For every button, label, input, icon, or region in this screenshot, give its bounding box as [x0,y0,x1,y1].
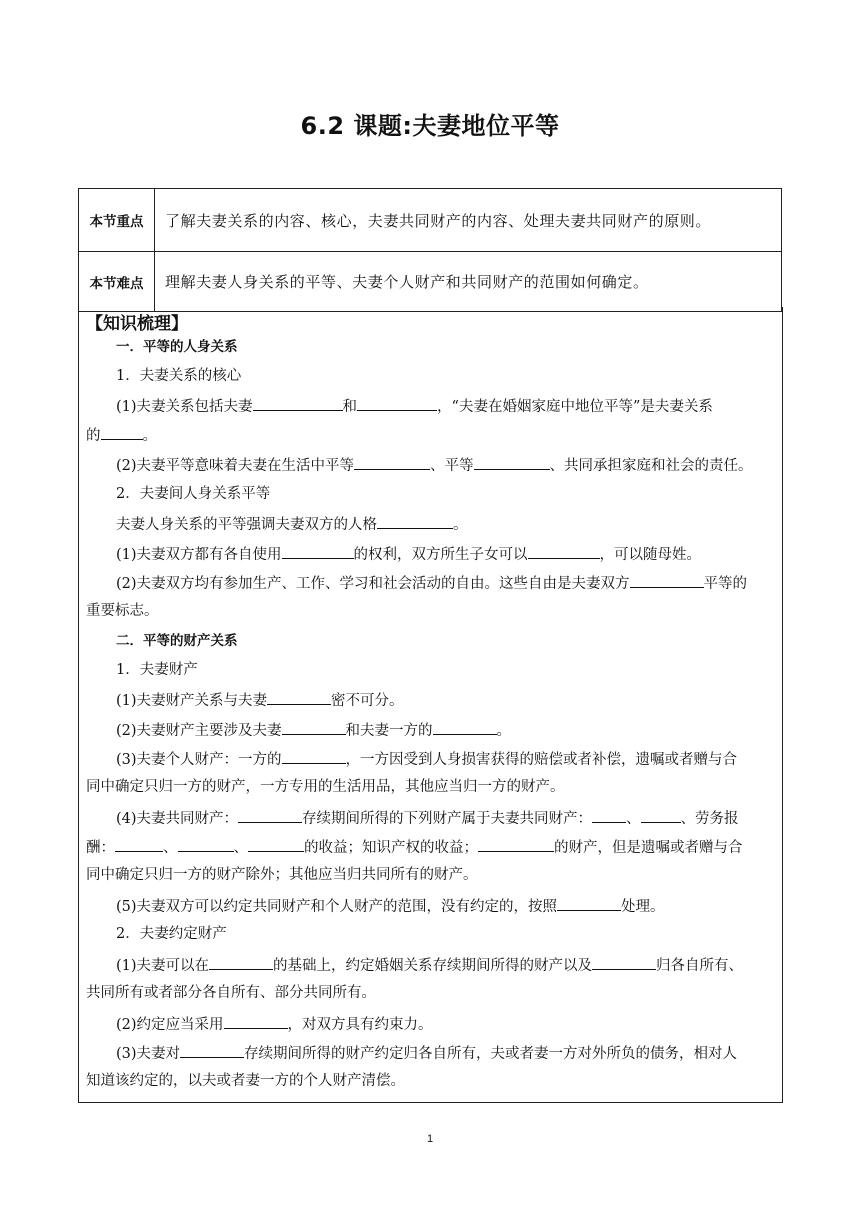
text: (5)夫妻双方可以约定共同财产和个人财产的范围，没有约定的，按照 [116,899,558,915]
blank [224,1013,288,1029]
page-number: 1 [426,1133,434,1145]
difficulty-text: 理解夫妻人身关系的平等、夫妻个人财产和共同财产的范围如何确定。 [155,252,782,312]
text: ，一方因受到人身损害获得的赔偿或者补偿，遗嘱或者赠与合 [345,752,738,768]
line-13-cont: 知道该约定的，以夫或者妻一方的个人财产清偿。 [86,1073,405,1089]
blank [354,454,430,470]
text: 酬： [86,840,115,856]
text: 。 [496,723,512,739]
text: 、共同承担家庭和社会的责任。 [549,458,753,474]
text: ，对双方具有约束力。 [287,1017,433,1033]
blank [178,836,234,852]
text: 的 [86,428,101,444]
text: (2)夫妻双方均有参加生产、工作、学习和社会活动的自由。这些自由是夫妻双方 [116,576,630,592]
difficulty-label: 本节难点 [79,252,155,312]
line-9-cont [86,836,776,858]
blank [282,543,354,559]
text: 、平等 [430,458,474,474]
text: (2)夫妻财产主要涉及夫妻 [116,723,282,739]
text: 、 [233,840,248,856]
text: (1)夫妻关系包括夫妻 [116,399,253,415]
blank [209,954,273,970]
text: 的收益；知识产权的收益； [304,840,478,856]
text: 、劳务报 [680,811,739,827]
text: (2)夫妻平等意味着夫妻在生活中平等 [116,458,355,474]
text: (3)夫妻对 [116,1046,181,1062]
blank [478,836,554,852]
blank [377,513,453,529]
focus-label: 本节重点 [79,189,155,252]
blank [115,836,163,852]
line-5 [116,572,776,594]
text: 的权利，双方所生子女可以 [353,547,528,563]
section-2-heading: 二．平等的财产关系 [116,633,238,649]
page-title: 6.2 课题:夫妻地位平等 [300,112,560,140]
text: 的财产，但是遗嘱或者赠与合 [554,840,743,856]
line-13 [116,1042,776,1064]
text: (1)夫妻财产关系与夫妻 [116,693,268,709]
line-8 [116,748,776,770]
line-9 [116,807,776,829]
text: 、 [626,811,641,827]
difficulty-row [79,252,782,312]
blank [267,689,331,705]
line-4 [116,543,776,565]
text: 平等的 [703,576,748,592]
line-12 [116,1013,776,1035]
knowledge-heading: 【知识梳理】 [86,314,188,334]
blank [282,719,346,735]
line-11 [116,954,776,976]
line-1 [116,395,776,417]
blank [357,395,437,411]
blank [248,836,304,852]
subsection-2-1: 1．夫妻财产 [116,662,198,678]
line-11-cont: 共同所有或者部分各自所有、部分共同所有。 [86,985,376,1001]
text: 处理。 [621,899,665,915]
text: 的基础上，约定婚姻关系存续期间所得的财产以及 [273,958,593,974]
line-10 [116,895,776,917]
summary-table [78,188,782,312]
text: 、 [163,840,178,856]
blank [474,454,550,470]
subsection-2-2: 2．夫妻约定财产 [116,926,227,942]
blank [433,719,497,735]
text: ，“夫妻在婚姻家庭中地位平等”是夫妻关系 [437,399,713,415]
text: 存续期间所得的财产约定归各自所有，夫或者妻一方对外所负的债务，相对人 [244,1046,738,1062]
blank [630,572,704,588]
text: (3)夫妻个人财产：一方的 [116,752,282,768]
text: (1)夫妻可以在 [116,958,210,974]
subsection-1-2: 2．夫妻间人身关系平等 [116,486,271,502]
blank [557,895,621,911]
blank [253,395,343,411]
text: 夫妻人身关系的平等强调夫妻双方的人格 [116,517,377,533]
text: 。 [142,428,157,444]
blank [238,807,302,823]
line-8-cont: 同中确定只归一方的财产，一方专用的生活用品，其他应当归一方的财产。 [86,779,565,795]
section-1-heading: 一．平等的人身关系 [116,339,238,355]
line-1-cont [86,424,776,446]
line-3 [116,513,776,535]
subsection-1-1: 1．夫妻关系的核心 [116,368,242,384]
text: 归各自所有、 [656,958,744,974]
text: 密不可分。 [331,693,404,709]
text: 。 [453,517,468,533]
line-7 [116,719,776,741]
text: (1)夫妻双方都有各自使用 [116,547,282,563]
focus-row [79,189,782,252]
text: 和 [342,399,358,415]
blank [101,424,143,440]
line-5-cont: 重要标志。 [86,603,159,619]
blank [592,807,626,823]
line-2 [116,454,776,476]
text: ，可以随母姓。 [599,547,702,563]
blank [282,748,346,764]
blank [592,954,656,970]
text: (4)夫妻共同财产： [116,811,239,827]
text: 存续期间所得的下列财产属于夫妻共同财产： [302,811,593,827]
blank [641,807,681,823]
focus-text: 了解夫妻关系的内容、核心，夫妻共同财产的内容、处理夫妻共同财产的原则。 [155,189,782,252]
blank [180,1042,244,1058]
line-9-cont2: 同中确定只归一方的财产除外；其他应当归共同所有的财产。 [86,867,478,883]
text: 和夫妻一方的 [345,723,433,739]
text: (2)约定应当采用 [116,1017,224,1033]
blank [528,543,600,559]
line-6 [116,689,776,711]
